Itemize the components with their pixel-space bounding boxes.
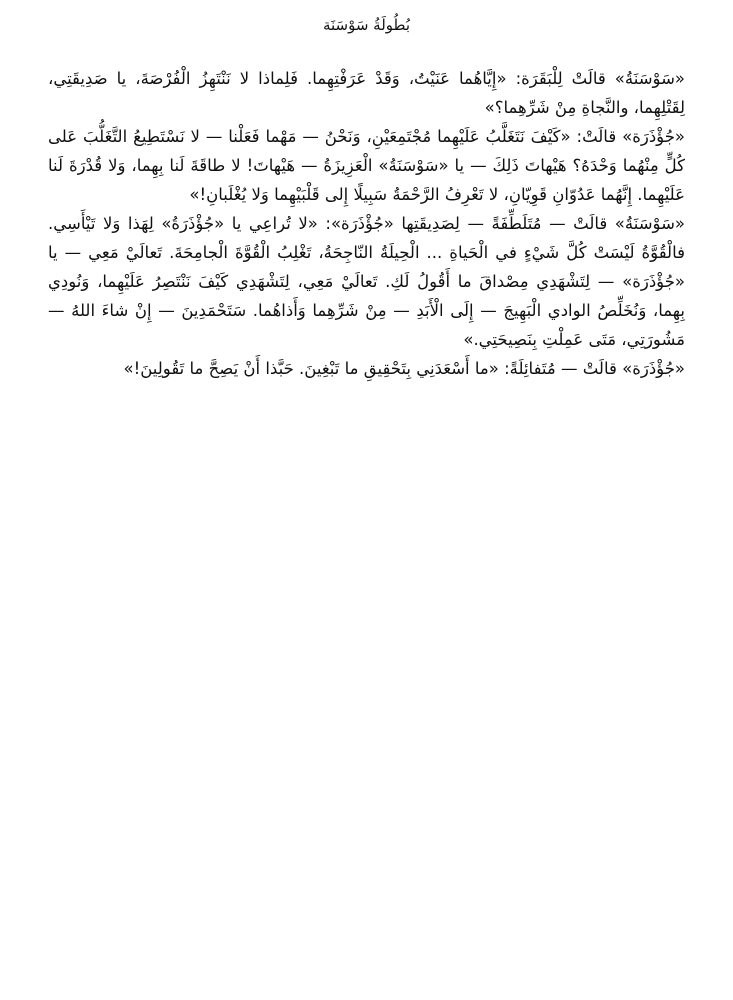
paragraph: «جُؤْذَرَة» قالَتْ — مُتَفائِلَةً: «ما أَسْعَدَنِي بِتَحْقِيقِ ما تَبْغِينَ. حَبَّذا أَنْ يَصِحَّ ما تَقُولِينَ!» xyxy=(123,359,685,378)
paragraph: «سَوْسَنَةُ» قالَتْ لِلْبَقَرَة: «إِيَّاهُما عَنَيْتُ، وَقَدْ عَرَفْتِهِما. فَلِماذا لا نَنْتَهِزُ الْفُرْصَةَ، يا صَدِيقَتِي، لِقَتْلِهِما، والنَّجاةِ مِنْ شَرِّهِما؟» xyxy=(48,69,685,117)
paragraph: «جُؤْذَرَة» قالَتْ: «كَيْفَ نَتَغَلَّبُ عَلَيْهِما مُجْتَمِعَيْنِ، وَنَحْنُ — مَهْما فَعَلْنا — لا نَسْتَطِيعُ التَّغَلُّبَ عَلى كُلٍّ مِنْهُما وَحْدَهُ؟ هَيْهاتَ ذَلِكَ — يا «سَوْسَنَةُ» الْعَزِيزَةُ — هَيْهاتَ! لا طاقَةَ لَنا بِهِما، وَلا قُدْرَةَ لَنا عَلَيْهِما. إِنَّهُما عَدُوّانِ قَوِيّانِ، لا تَعْرِفُ الرَّحْمَةُ سَبِيلًا إِلى قَلْبَيْهِما وَلا يُغْلَبانِ!» xyxy=(48,127,685,204)
paragraph: «سَوْسَنَةُ» قالَتْ — مُتَلَطِّفَةً — لِصَدِيقَتِها «جُؤْذَرَة»: «لا تُراعِي يا «جُؤْذَرَةُ» لِهَذا وَلا تَيْأَسِي. فالْقُوَّةُ لَيْسَتْ كُلَّ شَيْءٍ في الْحَياةِ ... الْحِيلَةُ النّاجِحَةُ، تَغْلِبُ الْقُوَّةَ الْجامِحَةَ. تَعالَيْ مَعِي — يا «جُؤْذَرَة» — لِتَشْهَدِي مِصْداقَ ما أَقُولُ لَكِ. تَعالَيْ مَعِي، لِتَشْهَدِي كَيْفَ نَنْتَصِرُ عَلَيْهِما، وَنُودِي بِهِما، وَنُخَلِّصُ الوادي الْبَهِيجَ — إِلَى الْأَبَدِ — مِنْ شَرِّهِما وَأَذاهُما. سَتَحْمَدِينَ — إِنْ شاءَ اللهُ — مَشُورَتِي، مَتَى عَمِلْتِ بِنَصِيحَتِي.» xyxy=(48,214,685,349)
page-title: بُطُولَةُ سَوْسَنَة xyxy=(322,16,411,34)
body-text xyxy=(48,64,685,383)
